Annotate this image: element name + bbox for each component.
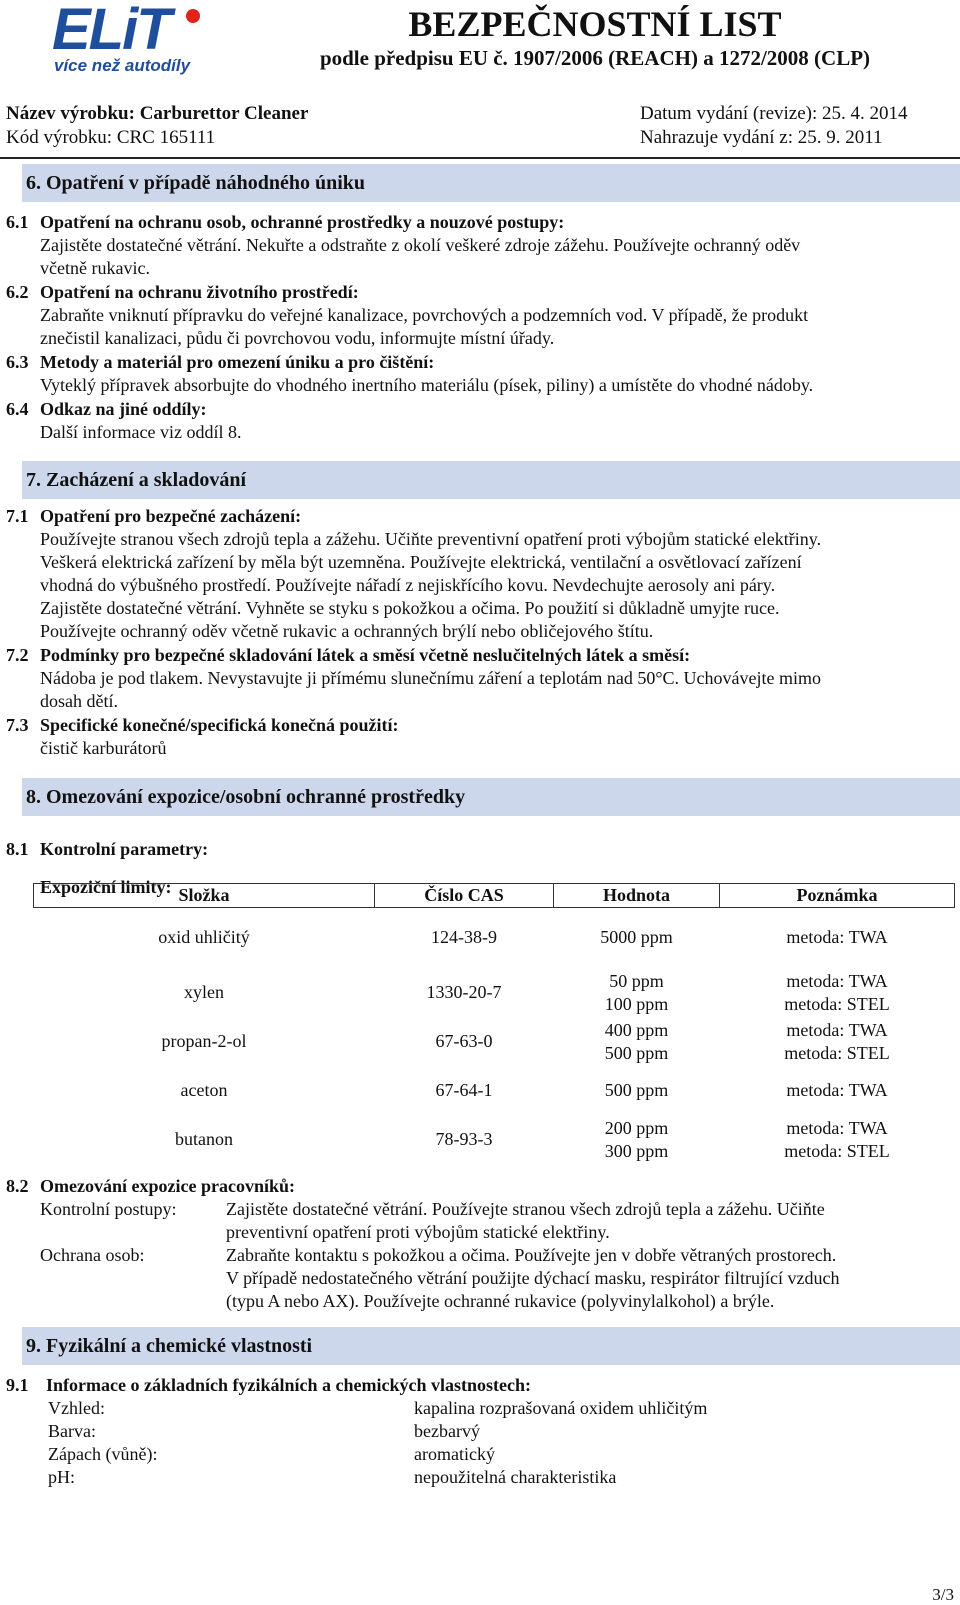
text-line: Veškerá elektrická zařízení by měla být uzemněna. Používejte elektrická, ventilační a osvětlovací zařízení	[40, 552, 802, 572]
text-line: Zabraňte vniknutí přípravku do veřejné kanalizace, povrchových a podzemních vod. V případě, že produkt	[40, 305, 809, 325]
control-label: Kontrolní postupy:	[40, 1199, 177, 1219]
product-info	[6, 102, 308, 150]
elit-logo	[52, 0, 232, 76]
cell-name: aceton	[180, 1080, 228, 1100]
document-subtitle: podle předpisu EU č. 1907/2006 (REACH) a 1272/2008 (CLP)	[319, 46, 871, 70]
property-value: kapalina rozprašovaná oxidem uhličitým	[414, 1398, 708, 1418]
logo-brand: ELiT	[52, 0, 170, 62]
subsection-7-3-title: 7.3 Specifické konečné/specifická konečná použití:	[6, 715, 399, 735]
revision-info	[640, 102, 908, 150]
subsection-7-2-title: 7.2 Podmínky pro bezpečné skladování látek a směsí včetně neslučitelných látek a směsí:	[6, 645, 691, 665]
protection-label: Ochrana osob:	[40, 1245, 145, 1265]
cell-value: 500 ppm	[604, 1080, 669, 1100]
text-line: Zajistěte dostatečné větrání. Používejte stranou všech zdrojů tepla a zážehu. Učiňte	[226, 1199, 825, 1219]
document-title: BEZPEČNOSTNÍ LIST	[408, 4, 782, 44]
cell-cas: 124-38-9	[431, 927, 497, 948]
cell-cas: 67-63-0	[435, 1031, 493, 1051]
cell-cas: 1330-20-7	[426, 982, 502, 1002]
column-header: Číslo CAS	[375, 884, 554, 908]
subsection-7-1-title: 7.1 Opatření pro bezpečné zacházení:	[6, 506, 302, 526]
cell-note: metoda: TWA metoda: STEL	[784, 970, 890, 1014]
cell-name: butanon	[175, 1129, 233, 1149]
text-line: V případě nedostatečného větrání použijte dýchací masku, respirátor filtrující vzduch	[226, 1268, 840, 1288]
text-line: včetně rukavic.	[40, 258, 150, 278]
property-label: pH:	[48, 1467, 75, 1487]
cell-note: metoda: TWA metoda: STEL	[784, 1019, 890, 1063]
cell-note: metoda: TWA metoda: STEL	[784, 1117, 890, 1161]
section-7-heading: 7. Zacházení a skladování	[22, 461, 960, 499]
table-row	[34, 968, 955, 1018]
page-number: 3/3	[932, 1585, 954, 1604]
text-line: preventivní opatření proti výbojům statické elektřiny.	[226, 1222, 610, 1242]
section-6-heading: 6. Opatření v případě náhodného úniku	[22, 164, 960, 202]
cell-name: xylen	[184, 982, 224, 1002]
issue-date: Datum vydání (revize): 25. 4. 2014	[640, 103, 908, 124]
text-line: (typu A nebo AX). Používejte ochranné rukavice (polyvinylalkohol) a brýle.	[226, 1291, 775, 1311]
product-code: Kód výrobku: CRC 165111	[6, 127, 216, 148]
cell-name: oxid uhličitý	[158, 927, 250, 948]
text-line: Další informace viz oddíl 8.	[40, 422, 242, 442]
section-8-heading: 8. Omezování expozice/osobní ochranné prostředky	[22, 778, 960, 816]
property-label: Zápach (vůně):	[48, 1444, 158, 1464]
text-line: Vyteklý přípravek absorbujte do vhodného inertního materiálu (písek, piliny) a umístěte do vhodné nádoby.	[40, 375, 814, 395]
cell-note: metoda: TWA	[786, 927, 888, 948]
text-line: Používejte ochranný oděv včetně rukavic a ochranných brýlí nebo obličejového štítu.	[40, 621, 654, 641]
logo-tagline: více než autodíly	[54, 56, 191, 75]
subsection-9-1-title: 9.1 Informace o základních fyzikálních a chemických vlastnostech:	[6, 1375, 531, 1395]
cell-name: propan-2-ol	[161, 1031, 247, 1051]
text-line: čistič karburátorů	[40, 738, 167, 758]
text-line: Zajistěte dostatečné větrání. Nekuřte a odstraňte z okolí veškeré zdroje zážehu. Používejte ochranný oděv	[40, 235, 801, 255]
table-header-row	[34, 884, 955, 908]
subsection-8-1-title: 8.1 Kontrolní parametry:	[6, 839, 209, 859]
column-header: Hodnota	[554, 884, 720, 908]
property-value: aromatický	[414, 1444, 495, 1464]
product-name: Název výrobku: Carburettor Cleaner	[6, 103, 309, 124]
replaces-date: Nahrazuje vydání z: 25. 9. 2011	[640, 127, 883, 148]
column-header: Složka	[34, 884, 375, 908]
table-row	[34, 1066, 955, 1116]
cell-value: 200 ppm 300 ppm	[604, 1117, 669, 1161]
column-header: Poznámka	[720, 884, 955, 908]
cell-value: 400 ppm 500 ppm	[604, 1019, 669, 1063]
logo-dot-icon	[186, 9, 200, 23]
cell-cas: 78-93-3	[435, 1129, 493, 1149]
exposure-limits-table	[33, 883, 955, 1164]
cell-value: 50 ppm 100 ppm	[604, 970, 669, 1014]
text-line: Používejte stranou všech zdrojů tepla a zážehu. Učiňte preventivní opatření proti výbojům statické elektřiny.	[40, 529, 822, 549]
property-value: bezbarvý	[414, 1421, 480, 1441]
table-row	[34, 1116, 955, 1164]
text-line: Zajistěte dostatečné větrání. Vyhněte se styku s pokožkou a očima. Po použití si důkladně umyjte ruce.	[40, 598, 780, 618]
text-line: znečistil kanalizaci, půdu či povrchovou vodu, informujte místní úřady.	[40, 328, 555, 348]
header-divider	[0, 157, 960, 159]
cell-cas: 67-64-1	[435, 1080, 493, 1100]
section-9-heading: 9. Fyzikální a chemické vlastnosti	[22, 1327, 960, 1365]
property-value: nepoužitelná charakteristika	[414, 1467, 617, 1487]
text-line: dosah dětí.	[40, 691, 118, 711]
subsection-6-2-title: 6.2 Opatření na ochranu životního prostředí:	[6, 282, 359, 302]
subsection-6-1-title: 6.1 Opatření na ochranu osob, ochranné prostředky a nouzové postupy:	[6, 212, 565, 232]
text-line: Zabraňte kontaktu s pokožkou a očima. Používejte jen v dobře větraných prostorech.	[226, 1245, 837, 1265]
subsection-8-2-title: 8.2 Omezování expozice pracovníků:	[6, 1176, 295, 1196]
subsection-6-4-title: 6.4 Odkaz na jiné oddíly:	[6, 399, 207, 419]
table-row	[34, 1018, 955, 1066]
property-label: Barva:	[48, 1421, 96, 1441]
text-line: Nádoba je pod tlakem. Nevystavujte ji přímému slunečnímu záření a teplotám nad 50°C. Uchovávejte mimo	[40, 668, 821, 688]
property-label: Vzhled:	[48, 1398, 105, 1418]
table-row	[34, 908, 955, 968]
subsection-6-3-title: 6.3 Metody a materiál pro omezení úniku a pro čištění:	[6, 352, 435, 372]
cell-value: 5000 ppm	[600, 927, 673, 948]
cell-note: metoda: TWA	[786, 1080, 888, 1100]
text-line: vhodná do výbušného prostředí. Používejte nářadí z nejiskřícího kovu. Nevdechujte aerosoly ani páry.	[40, 575, 776, 595]
exposure-limits-label: Expoziční limity:	[40, 877, 172, 897]
